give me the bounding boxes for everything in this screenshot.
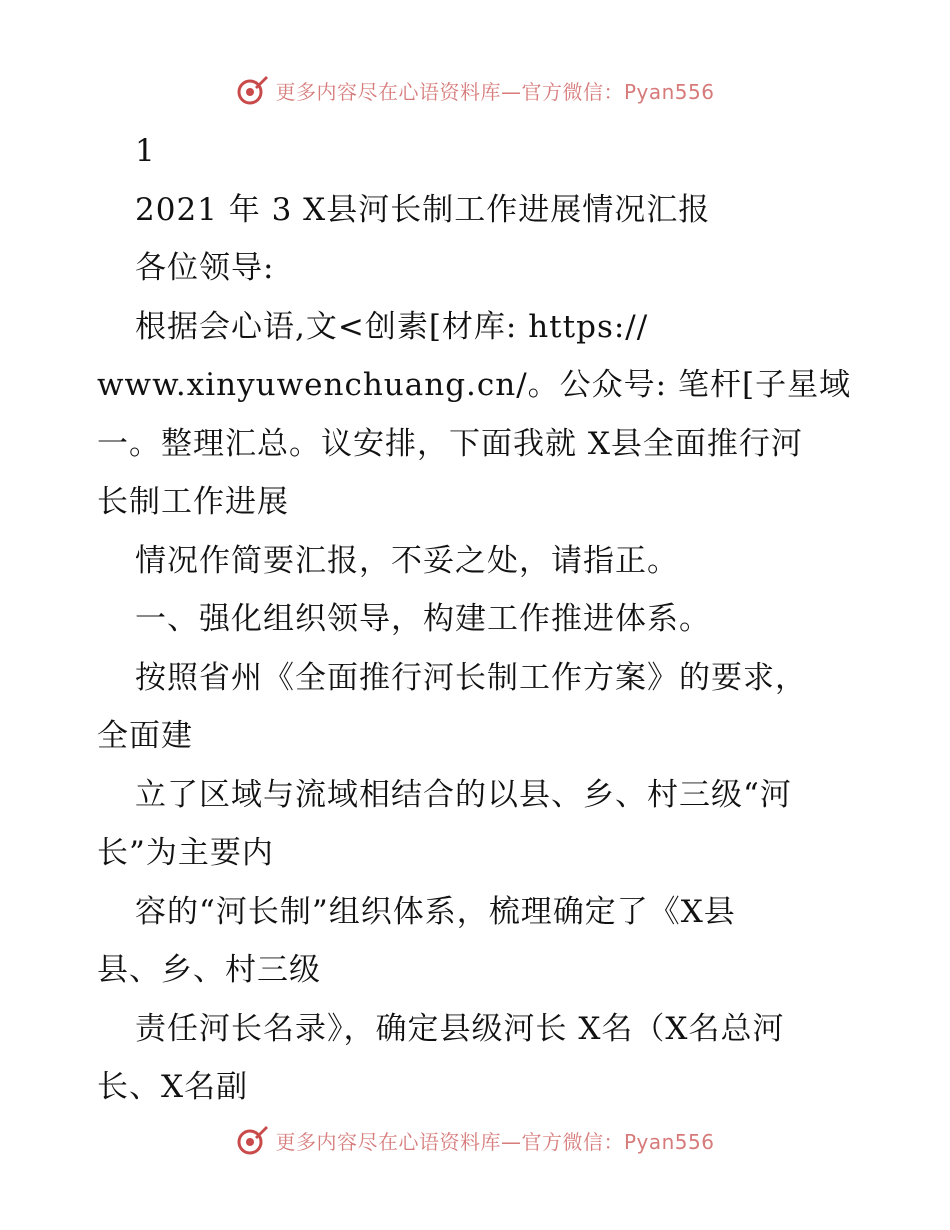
header-watermark-banner bbox=[0, 70, 950, 110]
paragraph-line: www.xinyuwenchuang.cn/。公众号: 笔杆[子星域 bbox=[97, 367, 852, 403]
salutation: 各位领导: bbox=[135, 250, 275, 286]
document-body bbox=[97, 122, 857, 1117]
section-heading: 一、强化组织领导，构建工作推进体系。 bbox=[135, 601, 711, 637]
paragraph-line: 长制工作进展 bbox=[97, 484, 289, 520]
page-number: 1 bbox=[135, 133, 156, 169]
paragraph-line: 长、X名副 bbox=[97, 1069, 249, 1105]
paragraph-line: 情况作简要汇报，不妥之处，请指正。 bbox=[135, 542, 679, 579]
paragraph-line: 长”为主要内 bbox=[97, 835, 274, 871]
paragraph-line: 根据会心语,文<创素[材库: https:// bbox=[135, 308, 649, 345]
quill-logo-icon bbox=[235, 1123, 269, 1157]
paragraph-line: 县、乡、村三级 bbox=[97, 952, 321, 988]
paragraph-line: 全面建 bbox=[97, 718, 193, 754]
header-watermark-text: 更多内容尽在心语资料库—官方微信：Pyan556 bbox=[275, 79, 715, 104]
footer-watermark-text: 更多内容尽在心语资料库—官方微信：Pyan556 bbox=[275, 1129, 715, 1154]
paragraph-line: 一。整理汇总。议安排，下面我就 X县全面推行河 bbox=[97, 425, 803, 462]
document-title: 2021 年 3 X县河长制工作进展情况汇报 bbox=[135, 191, 711, 228]
quill-logo-icon bbox=[235, 73, 269, 107]
paragraph-line: 立了区域与流域相结合的以县、乡、村三级“河 bbox=[135, 776, 792, 813]
paragraph-line: 按照省州《全面推行河长制工作方案》的要求， bbox=[135, 659, 807, 696]
paragraph-line: 责任河长名录》，确定县级河长 X名（X名总河 bbox=[135, 1010, 785, 1047]
paragraph-line: 容的“河长制”组织体系，梳理确定了《X县 bbox=[135, 893, 736, 930]
footer-watermark-banner bbox=[0, 1120, 950, 1160]
